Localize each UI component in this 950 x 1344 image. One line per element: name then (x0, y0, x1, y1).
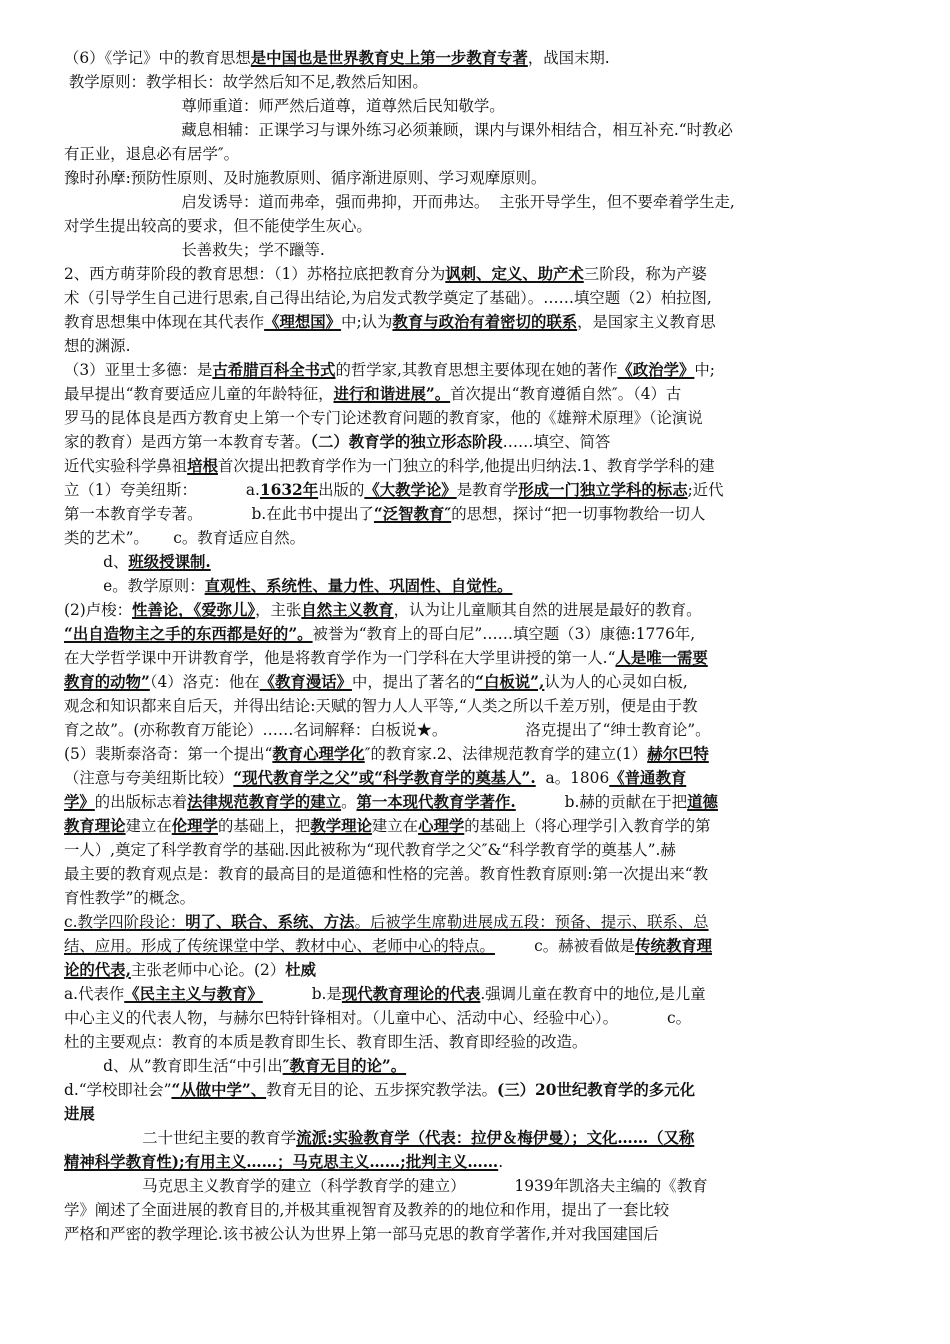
text-line (64, 72, 428, 92)
emphasized-text: 1632年 (259, 481, 319, 499)
emphasized-text: 《理想国》 (264, 313, 342, 331)
emphasized-text: 杜威 (285, 961, 317, 979)
text-line (64, 480, 724, 500)
emphasized-text: 古希腊百科全书式 (212, 361, 336, 379)
text-line (64, 696, 698, 716)
text-line (64, 816, 711, 836)
emphasized-text: 精神科学教育性);有用主义……；马克思主义……;批判主义…… (64, 1153, 499, 1171)
emphasized-text: c.教学四阶段论： (64, 913, 186, 931)
text-line (64, 936, 712, 956)
text-run: ，认为让儿童顺其自然的进展是最好的教育。 (393, 601, 702, 619)
text-run: 严格和严密的教学理论.该书被公认为世界上第一部马克思的教育学著作,并对我国建国后 (64, 1225, 659, 1243)
text-run: ;近代 (687, 481, 724, 499)
text-line (64, 456, 715, 476)
text-run: 的基础上（将心理学引入教育学的第 (464, 817, 711, 835)
text-run: 学》阐述了全面进展的教育目的,并极其重视智育及教养的的地位和作用，提出了一套比较 (64, 1201, 670, 1219)
text-run: （6）《学记》中的教育思想 (64, 49, 251, 67)
text-run: 主张老师中心论。(2） (130, 961, 286, 979)
text-line (64, 600, 701, 620)
text-run: 最早提出“教育要适应儿童的年龄特征， (64, 385, 334, 403)
text-line (64, 1128, 694, 1148)
text-run: 教学原则：教学相长：故学然后知不足,教然后知困。 (64, 73, 428, 91)
text-line (64, 648, 708, 668)
text-run: 的思想，探讨“把一切事物教给一切人 (451, 505, 706, 523)
emphasized-text: 进行和谐进展”。 (333, 385, 451, 403)
emphasized-text: 。后被学生席勒进展成五段：预备、提示、联系、总 (354, 913, 709, 931)
text-line (64, 432, 610, 452)
emphasized-text: 《教育漫话》 (259, 673, 352, 691)
emphasized-text: 传统教育理 (635, 937, 713, 955)
text-run: 二十世纪主要的教育学 (64, 1129, 297, 1147)
emphasized-text: 班级授课制. (128, 553, 211, 571)
text-run: 立（1）夸美纽斯： a. (64, 481, 260, 499)
text-run: 中;认为 (341, 313, 393, 331)
text-run: ，战国末期. (527, 49, 610, 67)
text-line (64, 120, 733, 140)
text-run: 家的教育）是西方第一本教育专著。 (64, 433, 311, 451)
text-line (64, 840, 676, 860)
text-line (64, 720, 711, 740)
text-run: ″的教育家.2、法律规范教育学的建立(1） (364, 745, 648, 763)
text-line (64, 384, 681, 404)
text-run: . (498, 1153, 504, 1171)
text-line (64, 1152, 503, 1172)
emphasized-text: 教育理论 (64, 817, 126, 835)
emphasized-text: （二）教育学的独立形态阶段 (310, 433, 503, 451)
emphasized-text: 赫尔巴特 (647, 745, 709, 763)
text-run: 首次提出把教育学作为一门独立的科学,他提出归纳法.1、教育学学科的建 (217, 457, 715, 475)
text-run: ，主张 (255, 601, 302, 619)
text-run: 在大学哲学课中开讲教育学，他是将教育学作为一门学科在大学里讲授的第一人.“ (64, 649, 616, 667)
emphasized-text: 《政治学》 (617, 361, 695, 379)
text-run: 2、西方萌芽阶段的教育思想：（1）苏格拉底把教育分为 (64, 265, 446, 283)
emphasized-text: 讽刺、定义、助产术 (445, 265, 584, 283)
text-line (64, 312, 716, 332)
emphasized-text: 教学理论 (310, 817, 372, 835)
emphasized-text: 性善论，《爱弥儿》 (131, 601, 256, 619)
emphasized-text: 学》 (64, 793, 95, 811)
text-line (64, 888, 195, 908)
text-line (64, 912, 709, 932)
text-run: 藏息相辅：正课学习与课外练习必须兼顾，课内与课外相结合，相互补充.“时教必 (64, 121, 733, 139)
text-run: 育之故”。(亦称教育万能论）……名词解释：白板说★。 洛克提出了“绅士教育论”。 (64, 721, 711, 739)
text-run: 出版的 (318, 481, 365, 499)
text-run: 罗马的昆体良是西方教育史上第一个专门论述教育问题的教育家，他的《雄辩术原理》（论演说 (64, 409, 703, 427)
text-run: 长善救失；学不躐等. (64, 241, 325, 259)
text-line (64, 240, 325, 260)
text-run: b.赫的贡献在于把 (515, 793, 688, 811)
text-line (64, 408, 703, 428)
text-run: 。 (341, 793, 357, 811)
text-run: d.“学校即社会” (64, 1081, 172, 1099)
emphasized-text: 自然主义教育 (301, 601, 394, 619)
text-line (64, 1200, 669, 1220)
text-run: 认为人的心灵如白板, (544, 673, 688, 691)
text-run: 术（引导学生自己进行思索,自己得出结论,为启发式教学奠定了基础）。……填空题（2）柏拉图, (64, 289, 712, 307)
text-line (64, 960, 316, 980)
text-run: 最主要的教育观点是：教育的最高目的是道德和性格的完善。教育性教育原则:第一次提出来“教 (64, 865, 709, 883)
emphasized-text: 教育与政治有着密切的联系 (392, 313, 578, 331)
text-line (64, 336, 130, 356)
emphasized-text: 进展 (64, 1105, 95, 1123)
text-run: d、 (64, 553, 129, 571)
text-run: ，是国家主义教育思 (577, 313, 716, 331)
text-line (64, 1008, 691, 1028)
emphasized-text: 《民主主义与教育》 (124, 985, 263, 1003)
emphasized-text: 结、应用。形成了传统课堂中学、教材中心、老师中心的特点。 (64, 937, 495, 955)
text-run: 观念和知识都来自后天，并得出结论:天赋的智力人人平等,“人类之所以千差万别，便是由于教 (64, 697, 698, 715)
text-line (64, 768, 686, 788)
emphasized-text: 心理学 (418, 817, 465, 835)
emphasized-text: 直观性、系统性、量力性、巩固性、自觉性。 (204, 577, 513, 595)
emphasized-text: “现代教育学之父”或“科学教育学的奠基人”. (233, 769, 536, 787)
text-line (64, 216, 372, 236)
text-run: 第一本教育学专著。 b.在此书中提出了 (64, 505, 374, 523)
text-run: 一人）,奠定了科学教育学的基础.因此被称为“现代教育学之父″&“科学教育学的奠基人”.赫 (64, 841, 676, 859)
text-run: 的基础上，把 (217, 817, 311, 835)
emphasized-text: 明了、联合、系统、方法 (185, 913, 355, 931)
emphasized-text: 伦理学 (171, 817, 218, 835)
text-line (64, 1032, 587, 1052)
emphasized-text: 道德 (687, 793, 718, 811)
text-line (64, 1104, 95, 1124)
emphasized-text: 人是唯一需要 (615, 649, 708, 667)
text-run: .强调儿童在教育中的地位,是儿童 (480, 985, 706, 1003)
text-line (64, 144, 239, 164)
text-run: a。1806 (535, 769, 610, 787)
emphasized-text: “泛智教育″ (373, 505, 452, 523)
text-run: (2)卢梭： (64, 601, 132, 619)
text-line (64, 264, 707, 284)
text-line (64, 1176, 707, 1196)
text-run: 马克思主义教育学的建立（科学教育学的建立） 1939年凯洛夫主编的《教育 (64, 1177, 708, 1195)
text-run: 建立在 (371, 817, 419, 835)
text-run: 教育思想集中体现在其代表作 (64, 313, 265, 331)
text-run: 启发诱导：道而弗牵，强而弗抑，开而弗达。 主张开导学生，但不要牵着学生走, (64, 193, 735, 211)
text-line (64, 744, 709, 764)
text-run: 有正业，退息必有居学″。 (64, 145, 240, 163)
emphasized-text: 教育心理学化 (272, 745, 365, 763)
text-run: 首次提出“教育遵循自然″。（4）古 (450, 385, 682, 403)
text-run: 的哲学家,其教育思想主要体现在她的著作 (335, 361, 618, 379)
emphasized-text: 第一本现代教育学著作. (356, 793, 516, 811)
emphasized-text: (三）20世纪教育学的多元化 (496, 1081, 695, 1099)
text-run: 尊师重道：师严然后道尊，道尊然后民知敬学。 (64, 97, 505, 115)
emphasized-text: 《大教学论》 (364, 481, 457, 499)
text-line (64, 984, 706, 1004)
emphasized-text: 形成一门独立学科的标志 (518, 481, 688, 499)
emphasized-text: “白板说”, (475, 673, 545, 691)
text-line (64, 48, 610, 68)
emphasized-text: 现代教育理论的代表 (341, 985, 481, 1003)
text-line (64, 624, 695, 644)
text-run: ……填空、简答 (502, 433, 611, 451)
text-run: 中，提出了著名的 (352, 673, 476, 691)
emphasized-text: ″教育无目的论”。 (282, 1057, 407, 1075)
emphasized-text: 培根 (187, 457, 218, 475)
text-run: (5）裴斯泰洛奇：第一个提出“ (64, 745, 273, 763)
emphasized-text: 《普通教育 (609, 769, 687, 787)
text-run: e。教学原则： (64, 577, 205, 595)
text-line (64, 168, 546, 188)
text-run: （3）亚里士多德：是 (64, 361, 213, 379)
emphasized-text: 教育的动物” (64, 673, 150, 691)
text-run: b.是 (262, 985, 342, 1003)
text-run: 想的渊源. (64, 337, 131, 355)
text-run: 中心主义的代表人物，与赫尔巴特针锋相对。（儿童中心、活动中心、经验中心）。 c。 (64, 1009, 691, 1027)
text-line (64, 360, 715, 380)
emphasized-text: “从做中学”、 (171, 1081, 267, 1099)
text-run: 育性教学”的概念。 (64, 889, 195, 907)
text-run: 中; (694, 361, 715, 379)
text-line (64, 1080, 695, 1100)
text-run: （注意与夸美纽斯比较） (64, 769, 234, 787)
text-run: （4）洛克：他在 (149, 673, 260, 691)
text-line (64, 192, 735, 212)
text-run: 近代实验科学鼻祖 (64, 457, 188, 475)
text-run: 对学生提出较高的要求，但不能使学生灰心。 (64, 217, 372, 235)
text-run: 三阶段，称为产婆 (583, 265, 707, 283)
text-run: 杜的主要观点：教育的本质是教育即生长、教育即生活、教育即经验的改造。 (64, 1033, 588, 1051)
emphasized-text: 流派:实验教育学（代表：拉伊＆梅伊曼）；文化……（又称 (296, 1129, 695, 1147)
text-run: 是教育学 (456, 481, 519, 499)
text-line (64, 288, 712, 308)
text-line (64, 576, 512, 596)
text-run: 建立在 (125, 817, 172, 835)
emphasized-text: 论的代表, (64, 961, 131, 979)
text-line (64, 672, 688, 692)
text-run: 被誉为“教育上的哥白尼”……填空题（3）康德:1776年, (312, 625, 696, 643)
emphasized-text: “出自造物主之手的东西都是好的”。 (64, 625, 313, 643)
text-run: 类的艺术”。 c。教育适应自然。 (64, 529, 306, 547)
text-run: a.代表作 (64, 985, 125, 1003)
text-line (64, 528, 305, 548)
text-run: 教育无目的论、五步探究教学法。 (266, 1081, 497, 1099)
emphasized-text: 法律规范教育学的建立 (187, 793, 342, 811)
text-line (64, 1056, 406, 1076)
text-line (64, 504, 705, 524)
text-run: 豫时孙摩:预防性原则、及时施教原则、循序渐进原则、学习观摩原则。 (64, 169, 547, 187)
text-line (64, 96, 505, 116)
text-run: d、从”教育即生活“中引出 (64, 1057, 283, 1075)
emphasized-text: 是中国也是世界教育史上第一步教育专著 (250, 49, 528, 67)
text-run: c。赫被看做是 (494, 937, 636, 955)
text-line (64, 864, 708, 884)
text-line (64, 552, 211, 572)
text-line (64, 792, 718, 812)
text-run: 的出版标志着 (94, 793, 188, 811)
text-line (64, 1224, 659, 1244)
